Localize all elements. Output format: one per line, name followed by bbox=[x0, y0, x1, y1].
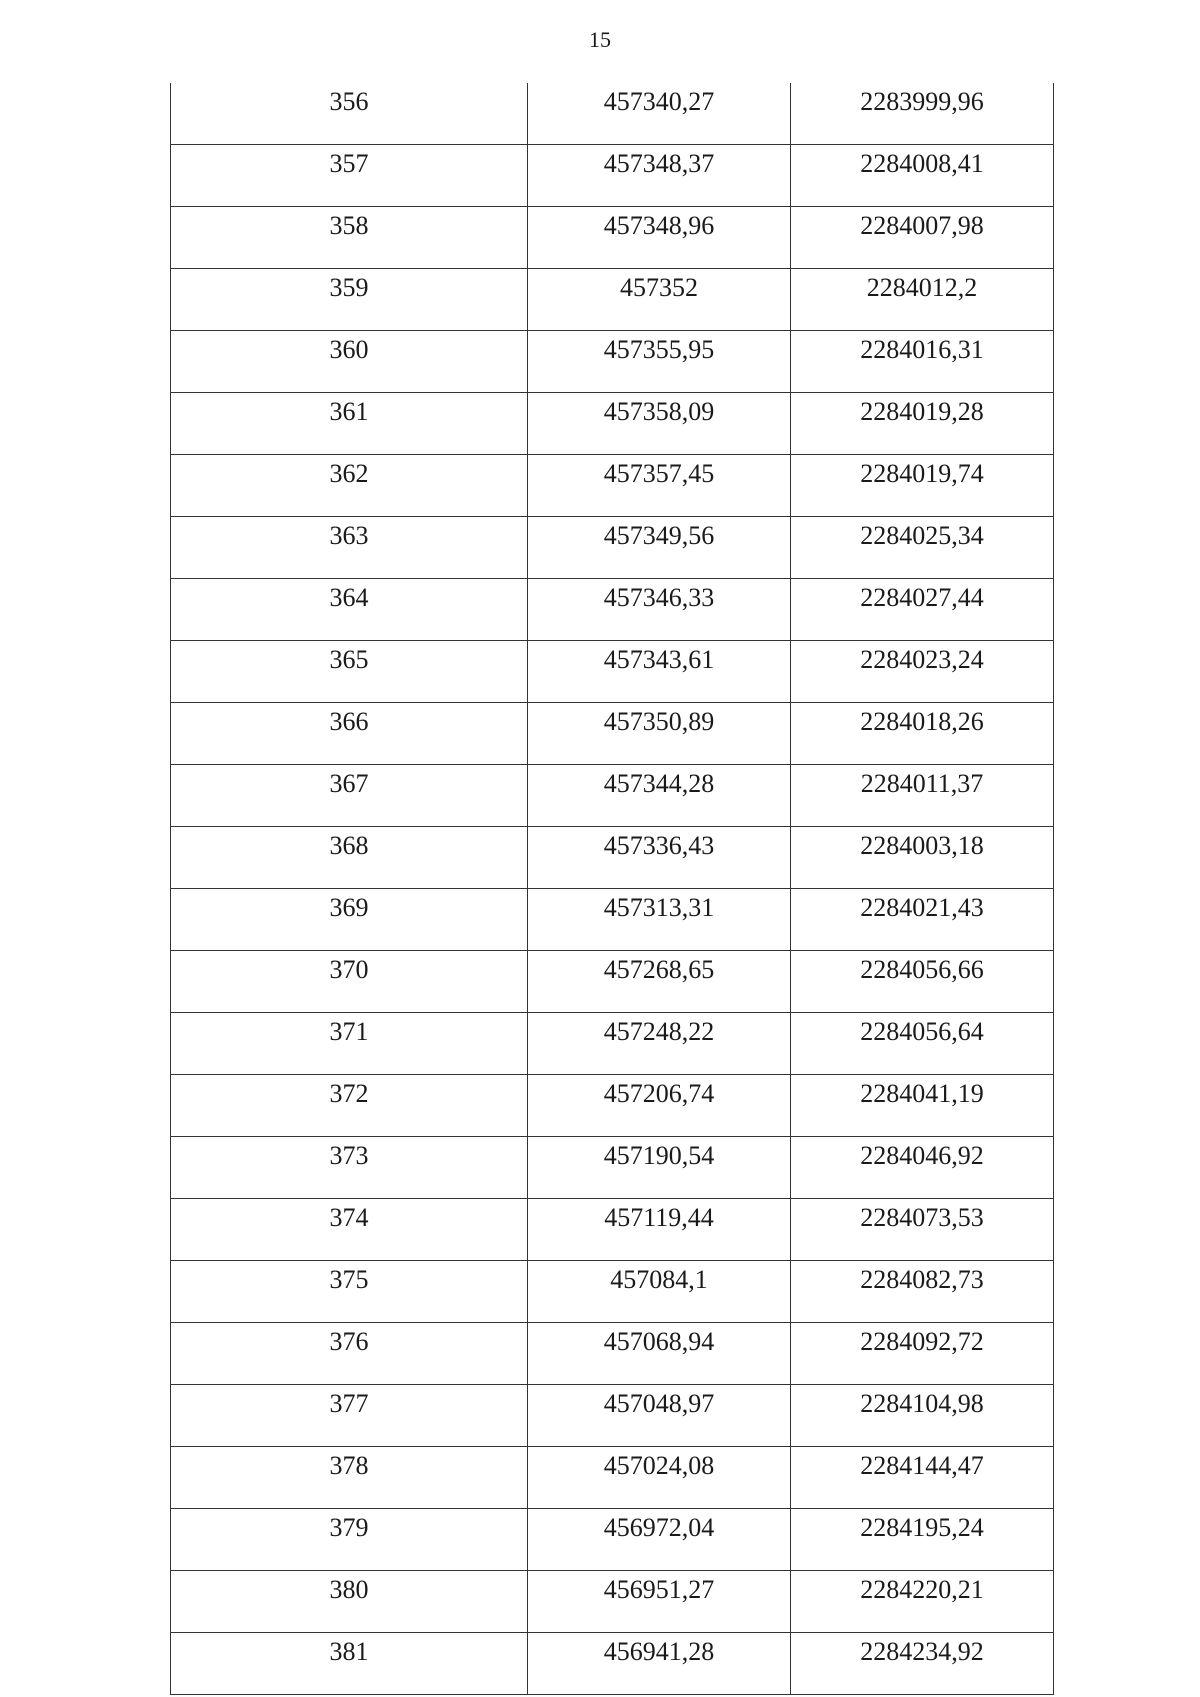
point-number-cell: 376 bbox=[171, 1323, 528, 1385]
point-number-cell: 377 bbox=[171, 1385, 528, 1447]
point-number-cell: 381 bbox=[171, 1633, 528, 1695]
table-row bbox=[171, 1013, 1054, 1075]
point-number-cell: 360 bbox=[171, 331, 528, 393]
point-number-cell: 359 bbox=[171, 269, 528, 331]
table-row bbox=[171, 1199, 1054, 1261]
table-row bbox=[171, 1447, 1054, 1509]
table-row bbox=[171, 269, 1054, 331]
point-number-cell: 380 bbox=[171, 1571, 528, 1633]
y-coordinate-cell: 2284011,37 bbox=[791, 765, 1054, 827]
point-number-cell: 363 bbox=[171, 517, 528, 579]
point-number-cell: 366 bbox=[171, 703, 528, 765]
table-row bbox=[171, 455, 1054, 517]
table-row bbox=[171, 1323, 1054, 1385]
x-coordinate-cell: 457357,45 bbox=[528, 455, 791, 517]
x-coordinate-cell: 457119,44 bbox=[528, 1199, 791, 1261]
point-number-cell: 357 bbox=[171, 145, 528, 207]
y-coordinate-cell: 2284056,64 bbox=[791, 1013, 1054, 1075]
x-coordinate-cell: 457355,95 bbox=[528, 331, 791, 393]
table-row bbox=[171, 703, 1054, 765]
x-coordinate-cell: 457268,65 bbox=[528, 951, 791, 1013]
point-number-cell: 375 bbox=[171, 1261, 528, 1323]
y-coordinate-cell: 2284046,92 bbox=[791, 1137, 1054, 1199]
x-coordinate-cell: 457348,96 bbox=[528, 207, 791, 269]
point-number-cell: 367 bbox=[171, 765, 528, 827]
page-number: 15 bbox=[589, 27, 611, 52]
point-number-cell: 369 bbox=[171, 889, 528, 951]
point-number-cell: 365 bbox=[171, 641, 528, 703]
y-coordinate-cell: 2284104,98 bbox=[791, 1385, 1054, 1447]
table-row bbox=[171, 1137, 1054, 1199]
y-coordinate-cell: 2284220,21 bbox=[791, 1571, 1054, 1633]
x-coordinate-cell: 457340,27 bbox=[528, 83, 791, 145]
table-row bbox=[171, 1571, 1054, 1633]
table-row bbox=[171, 889, 1054, 951]
point-number-cell: 358 bbox=[171, 207, 528, 269]
x-coordinate-cell: 457336,43 bbox=[528, 827, 791, 889]
y-coordinate-cell: 2284056,66 bbox=[791, 951, 1054, 1013]
x-coordinate-cell: 457349,56 bbox=[528, 517, 791, 579]
table-row bbox=[171, 517, 1054, 579]
table-row bbox=[171, 1261, 1054, 1323]
y-coordinate-cell: 2284023,24 bbox=[791, 641, 1054, 703]
table-row bbox=[171, 641, 1054, 703]
x-coordinate-cell: 457024,08 bbox=[528, 1447, 791, 1509]
table-row bbox=[171, 83, 1054, 145]
table-row bbox=[171, 145, 1054, 207]
y-coordinate-cell: 2284021,43 bbox=[791, 889, 1054, 951]
table-row bbox=[171, 951, 1054, 1013]
x-coordinate-cell: 457348,37 bbox=[528, 145, 791, 207]
point-number-cell: 356 bbox=[171, 83, 528, 145]
x-coordinate-cell: 456941,28 bbox=[528, 1633, 791, 1695]
x-coordinate-cell: 457346,33 bbox=[528, 579, 791, 641]
point-number-cell: 379 bbox=[171, 1509, 528, 1571]
y-coordinate-cell: 2284041,19 bbox=[791, 1075, 1054, 1137]
y-coordinate-cell: 2284234,92 bbox=[791, 1633, 1054, 1695]
y-coordinate-cell: 2284019,28 bbox=[791, 393, 1054, 455]
x-coordinate-cell: 456972,04 bbox=[528, 1509, 791, 1571]
x-coordinate-cell: 457350,89 bbox=[528, 703, 791, 765]
point-number-cell: 371 bbox=[171, 1013, 528, 1075]
point-number-cell: 370 bbox=[171, 951, 528, 1013]
x-coordinate-cell: 457344,28 bbox=[528, 765, 791, 827]
x-coordinate-cell: 456951,27 bbox=[528, 1571, 791, 1633]
x-coordinate-cell: 457190,54 bbox=[528, 1137, 791, 1199]
y-coordinate-cell: 2284008,41 bbox=[791, 145, 1054, 207]
table-row bbox=[171, 765, 1054, 827]
point-number-cell: 373 bbox=[171, 1137, 528, 1199]
y-coordinate-cell: 2284073,53 bbox=[791, 1199, 1054, 1261]
y-coordinate-cell: 2284144,47 bbox=[791, 1447, 1054, 1509]
y-coordinate-cell: 2284027,44 bbox=[791, 579, 1054, 641]
y-coordinate-cell: 2284003,18 bbox=[791, 827, 1054, 889]
table-row bbox=[171, 579, 1054, 641]
table-row bbox=[171, 393, 1054, 455]
coordinates-table bbox=[170, 83, 1054, 1695]
point-number-cell: 372 bbox=[171, 1075, 528, 1137]
y-coordinate-cell: 2284012,2 bbox=[791, 269, 1054, 331]
table-row bbox=[171, 827, 1054, 889]
x-coordinate-cell: 457248,22 bbox=[528, 1013, 791, 1075]
point-number-cell: 361 bbox=[171, 393, 528, 455]
point-number-cell: 378 bbox=[171, 1447, 528, 1509]
x-coordinate-cell: 457068,94 bbox=[528, 1323, 791, 1385]
point-number-cell: 368 bbox=[171, 827, 528, 889]
x-coordinate-cell: 457313,31 bbox=[528, 889, 791, 951]
y-coordinate-cell: 2284082,73 bbox=[791, 1261, 1054, 1323]
point-number-cell: 364 bbox=[171, 579, 528, 641]
table-row bbox=[171, 207, 1054, 269]
x-coordinate-cell: 457358,09 bbox=[528, 393, 791, 455]
x-coordinate-cell: 457048,97 bbox=[528, 1385, 791, 1447]
point-number-cell: 362 bbox=[171, 455, 528, 517]
point-number-cell: 374 bbox=[171, 1199, 528, 1261]
table-row bbox=[171, 1385, 1054, 1447]
x-coordinate-cell: 457084,1 bbox=[528, 1261, 791, 1323]
table-row bbox=[171, 1509, 1054, 1571]
x-coordinate-cell: 457343,61 bbox=[528, 641, 791, 703]
table-row bbox=[171, 1075, 1054, 1137]
y-coordinate-cell: 2284018,26 bbox=[791, 703, 1054, 765]
table-row bbox=[171, 331, 1054, 393]
y-coordinate-cell: 2284019,74 bbox=[791, 455, 1054, 517]
y-coordinate-cell: 2284195,24 bbox=[791, 1509, 1054, 1571]
y-coordinate-cell: 2284007,98 bbox=[791, 207, 1054, 269]
table-row bbox=[171, 1633, 1054, 1695]
y-coordinate-cell: 2284025,34 bbox=[791, 517, 1054, 579]
x-coordinate-cell: 457352 bbox=[528, 269, 791, 331]
y-coordinate-cell: 2284092,72 bbox=[791, 1323, 1054, 1385]
coordinates-table-body bbox=[171, 83, 1054, 1695]
y-coordinate-cell: 2283999,96 bbox=[791, 83, 1054, 145]
y-coordinate-cell: 2284016,31 bbox=[791, 331, 1054, 393]
x-coordinate-cell: 457206,74 bbox=[528, 1075, 791, 1137]
